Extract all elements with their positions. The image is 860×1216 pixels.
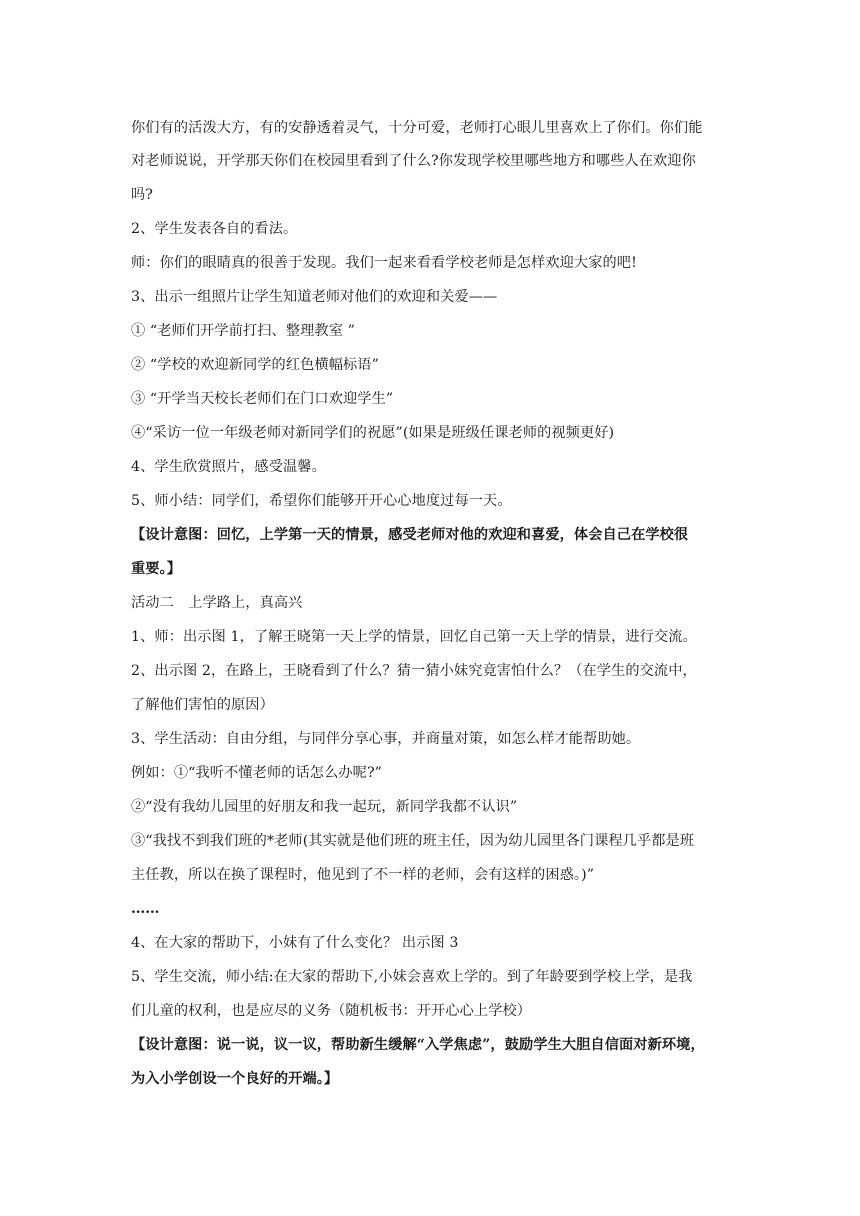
list-item: ④“采访一位一年级老师对新同学们的祝愿”(如果是班级任课老师的视频更好)	[131, 425, 615, 441]
paragraph-line: ③“我找不到我们班的*老师(其实就是他们班的班主任，因为幼儿园里各门课程几乎都是班	[131, 833, 695, 849]
paragraph-line: ②“没有我幼儿园里的好朋友和我一起玩，新同学我都不认识”	[131, 799, 518, 815]
paragraph-line: 们儿童的权利，也是应尽的义务（随机板书：开开心心上学校）	[131, 1003, 532, 1019]
paragraph-line: 例如：①“我听不懂老师的话怎么办呢?”	[131, 765, 383, 781]
list-item: ② “学校的欢迎新同学的红色横幅标语”	[131, 357, 379, 373]
paragraph-line: 主任教，所以在换了课程时，他见到了不一样的老师，会有这样的困惑。)”	[131, 867, 595, 883]
paragraph-line: 1、师：出示图 1，了解王晓第一天上学的情景，回忆自己第一天上学的情景，进行交流。	[131, 629, 697, 645]
design-intent-line: 重要。】	[131, 561, 182, 577]
paragraph-line: 你们有的活泼大方，有的安静透着灵气，十分可爱，老师打心眼儿里喜欢上了你们。你们能	[131, 120, 703, 136]
list-item: ① “老师们开学前打扫、整理教室 ”	[131, 323, 355, 339]
paragraph-line: 吗?	[131, 187, 153, 203]
paragraph-line: 对老师说说，开学那天你们在校园里看到了什么?你发现学校里哪些地方和哪些人在欢迎你	[131, 153, 696, 169]
paragraph-line: 5、学生交流，师小结:在大家的帮助下,小妹会喜欢上学的。到了年龄要到学校上学，是我	[131, 969, 693, 985]
paragraph-line: 3、学生活动：自由分组，与同伴分享心事，并商量对策，如怎么样才能帮助她。	[131, 731, 641, 747]
section-heading: 活动二 上学路上，真高兴	[131, 595, 303, 611]
ellipsis-line: ……	[131, 901, 160, 917]
paragraph-line: 了解他们害怕的原因）	[131, 697, 274, 713]
design-intent-line: 【设计意图：回忆，上学第一天的情景，感受老师对他的欢迎和喜爱，体会自己在学校很	[131, 527, 689, 543]
paragraph-line: 2、学生发表各自的看法。	[131, 221, 298, 237]
design-intent-line: 为入小学创设一个良好的开端。】	[131, 1071, 339, 1087]
paragraph-line: 师：你们的眼睛真的很善于发现。我们一起来看看学校老师是怎样欢迎大家的吧!	[131, 255, 637, 271]
list-item: ③ “开学当天校长老师们在门口欢迎学生”	[131, 391, 394, 407]
paragraph-line: 4、在大家的帮助下，小妹有了什么变化？ 出示图 3	[131, 935, 459, 951]
design-intent-line: 【设计意图：说一说，议一议，帮助新生缓解“入学焦虑”，鼓励学生大胆自信面对新环境，	[131, 1037, 705, 1053]
paragraph-line: 4、学生欣赏照片，感受温馨。	[131, 459, 326, 475]
paragraph-line: 2、出示图 2，在路上，王晓看到了什么？猜一猜小妹究竟害怕什么？（在学生的交流中，	[131, 663, 697, 679]
paragraph-line: 3、出示一组照片让学生知道老师对他们的欢迎和关爱——	[131, 289, 498, 305]
paragraph-line: 5、师小结：同学们，希望你们能够开开心心地度过每一天。	[131, 493, 512, 509]
